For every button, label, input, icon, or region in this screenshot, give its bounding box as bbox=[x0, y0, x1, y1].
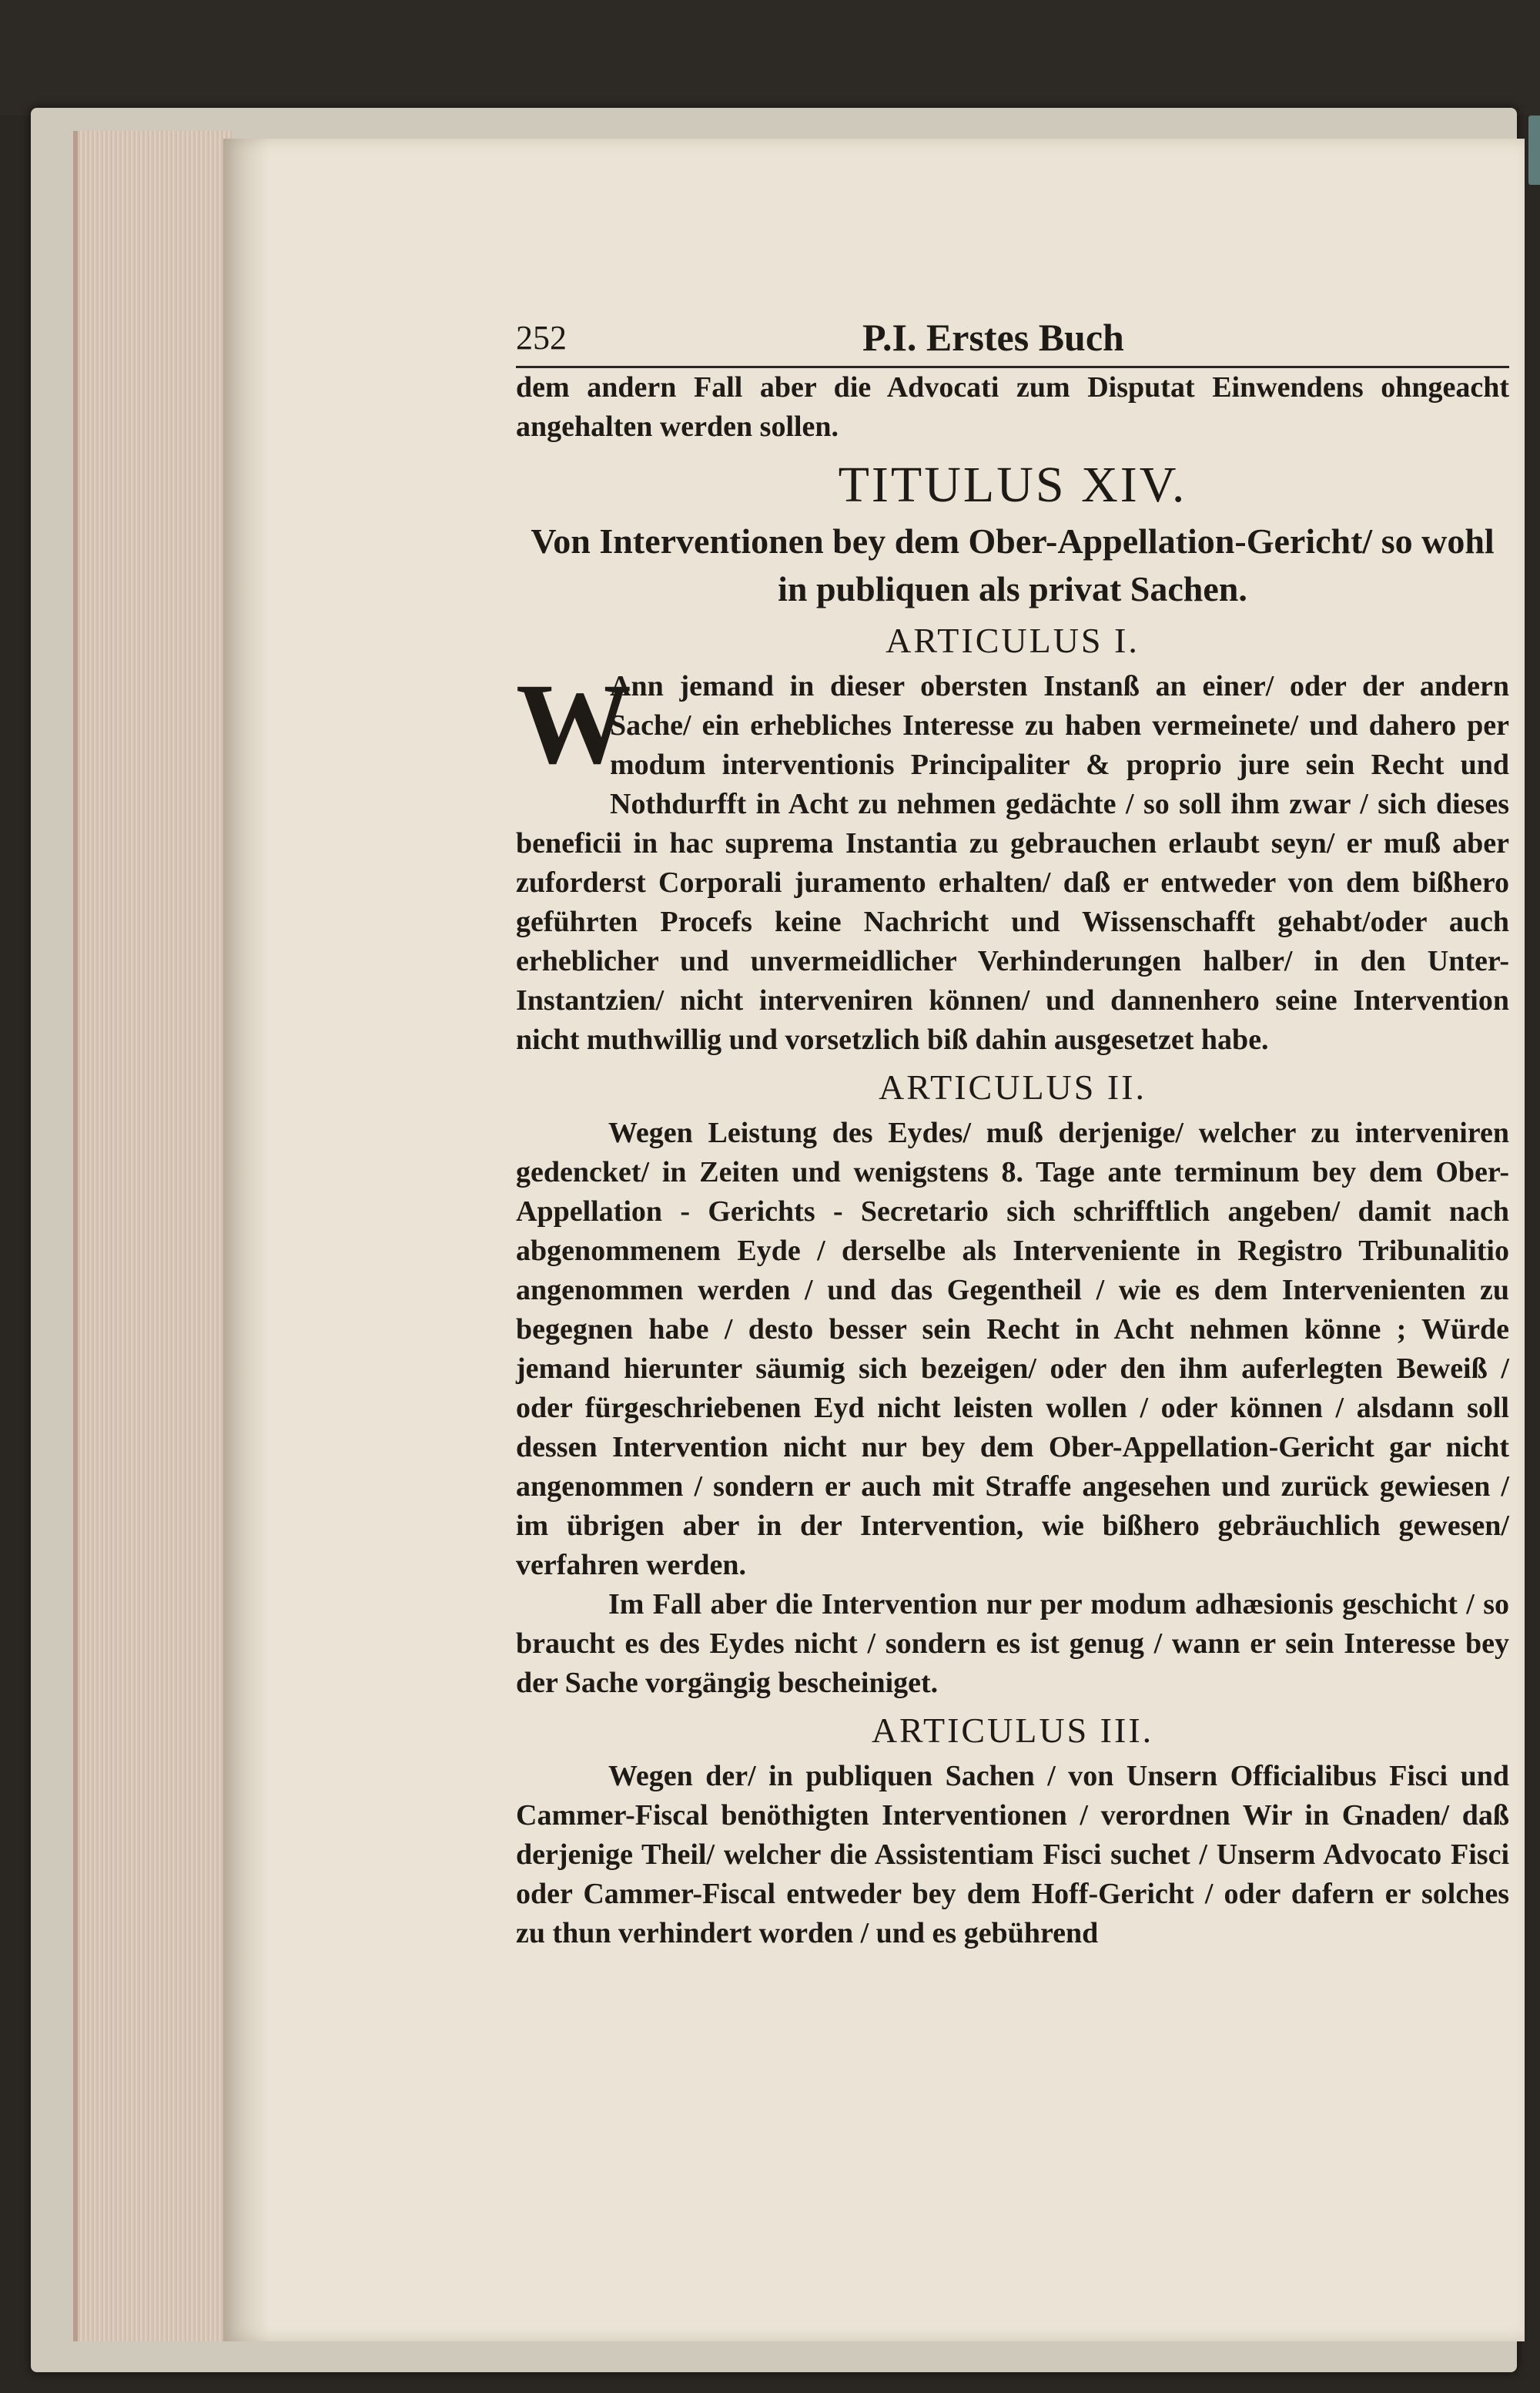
article-2-paragraph-1: Wegen Leistung des Eydes/ muß derjenige/ welcher zu interveniren gedencket/ in Zeiten und wenigstens 8. Tage ante terminum bey dem Ober-Appellation - Gerichts - Secretario sich schrifftlich angeben/ damit nach abgenommenem Eyde / derselbe als Interveniente in Registro Tribunalitio angenommen werden / und das Gegentheil / wie es dem Intervenienten zu begegnen habe / desto besser sein Recht in Acht nehmen könne ; Würde jemand hierunter säumig sich bezeigen/ oder den ihm auferlegten Beweiß / oder fürgeschriebenen Eyd nicht leisten wollen / oder können / alsdann soll dessen Intervention nicht nur bey dem Ober-Appellation-Gericht gar nicht angenommen / sondern er auch mit Straffe angesehen und zurück gewiesen / im übrigen aber in der Intervention, wie bißhero gebräuchlich gewesen/ verfahren werden. bbox=[516, 1117, 1509, 1581]
article-2-paragraph-2: Im Fall aber die Intervention nur per modum adhæsionis geschicht / so braucht es des Eydes nicht / sondern es ist genug / wann er sein Interesse bey der Sache vorgängig bescheiniget. bbox=[516, 1588, 1509, 1699]
running-head: P.I. Erstes Buch bbox=[862, 316, 1124, 359]
article-3-heading: ARTICULUS III. bbox=[871, 1711, 1154, 1750]
drop-cap-initial: W bbox=[516, 660, 631, 788]
gutter-shadow bbox=[223, 139, 270, 2341]
titulus-title: TITULUS XIV. bbox=[838, 457, 1187, 513]
article-1-heading: ARTICULUS I. bbox=[886, 621, 1140, 660]
titulus-subtitle: Von Interventionen bey dem Ober-Appellation-Gericht/ so wohl in publiquen als privat Sachen. bbox=[531, 521, 1495, 608]
page-text-area bbox=[516, 312, 1509, 2361]
page-edges bbox=[73, 131, 232, 2341]
page-header bbox=[516, 312, 1509, 368]
bookmark-tab bbox=[1528, 116, 1540, 185]
article-3-paragraph: Wegen der/ in publiquen Sachen / von Unsern Officialibus Fisci und Cammer-Fiscal benöthigten Interventionen / verordnen Wir in Gnaden/ daß derjenige Theil/ welcher die Assistentiam Fisci suchet / Unserm Advocato Fisci oder Cammer-Fiscal entweder bey dem Hoff-Gericht / oder dafern er solches zu thun verhindert worden / und es gebührend bbox=[516, 1760, 1509, 1949]
article-2-heading: ARTICULUS II. bbox=[879, 1067, 1147, 1107]
scan-background bbox=[0, 0, 1540, 116]
article-1-paragraph: Ann jemand in dieser obersten Instanß an einer/ oder der andern Sache/ ein erhebliches Interesse zu haben vermeinete/ und dahero per modum interventionis Principaliter & proprio jure sein Recht und Nothdurfft in Acht zu nehmen gedächte / so soll ihm zwar / sich dieses beneficii in hac suprema Instantia zu gebrauchen erlaubt seyn/ er muß aber zuforderst Corporali juramento erhalten/ daß er entweder von dem bißhero geführten Procefs keine Nachricht und Wissenschafft gehabt/oder auch erheblicher und unvermeidlicher Verhinderungen halber/ in den Unter-Instantzien/ nicht interveniren können/ und dannenhero seine Intervention nicht muthwillig und vorsetzlich biß dahin ausgesetzet habe. bbox=[516, 670, 1509, 1056]
intro-text: dem andern Fall aber die Advocati zum Disputat Einwendens ohngeacht angehalten werden sollen. bbox=[516, 371, 1509, 443]
page-number: 252 bbox=[516, 319, 567, 357]
article-1-body bbox=[516, 660, 1509, 1060]
